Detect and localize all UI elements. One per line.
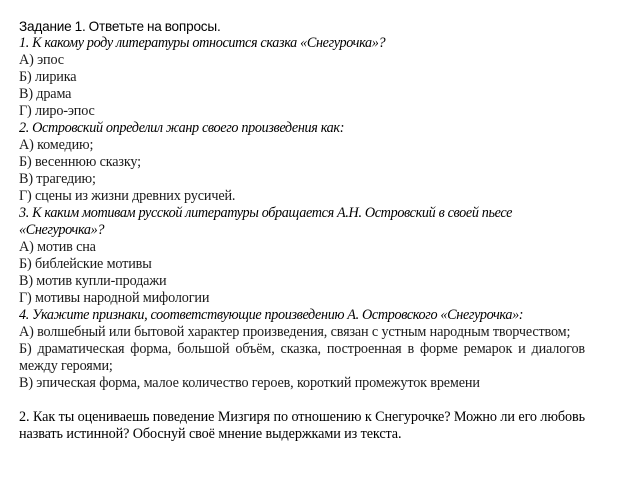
q4-option-a: А) волшебный или бытовой характер произведения, связан с устным народным творчеством; — [19, 324, 571, 340]
q1-option-c: В) драма — [19, 86, 72, 102]
q3-option-a: А) мотив сна — [19, 239, 96, 255]
q2-option-c: В) трагедию; — [19, 171, 96, 187]
q3-option-b: Б) библейские мотивы — [19, 256, 152, 272]
q4-option-c: В) эпическая форма, малое количество героев, короткий промежуток времени — [19, 375, 480, 391]
question-1: 1. К какому роду литературы относится сказка «Снегурочка»? — [19, 35, 386, 51]
worksheet — [19, 18, 585, 443]
question-3-line-2: «Снегурочка»? — [19, 222, 105, 238]
question-3-line-1: 3. К каким мотивам русской литературы обращается А.Н. Островский в своей пьесе — [19, 205, 513, 221]
q1-option-b: Б) лирика — [19, 69, 77, 85]
q4-option-b: Б) драматическая форма, большой объём, сказка, построенная в форме ремарок и диалогов между героями; — [19, 341, 585, 374]
question-4: 4. Укажите признаки, соответствующие произведению А. Островского «Снегурочка»: — [19, 307, 524, 323]
q2-option-b: Б) весеннюю сказку; — [19, 154, 141, 170]
spacer — [19, 392, 585, 409]
q1-option-a: А) эпос — [19, 52, 64, 68]
q2-option-d: Г) сцены из жизни древних русичей. — [19, 188, 236, 204]
q3-option-d: Г) мотивы народной мифологии — [19, 290, 210, 306]
q2-option-a: А) комедию; — [19, 137, 94, 153]
task1-heading: Задание 1. Ответьте на вопросы. — [19, 19, 221, 34]
q3-option-c: В) мотив купли-продажи — [19, 273, 167, 289]
question-2: 2. Островский определил жанр своего произведения как: — [19, 120, 345, 136]
task2-question: 2. Как ты оцениваешь поведение Мизгиря по отношению к Снегурочке? Можно ли его любовь назвать истинной? Обоснуй своё мнение выдержками из текста. — [19, 409, 585, 442]
q1-option-d: Г) лиро-эпос — [19, 103, 95, 119]
